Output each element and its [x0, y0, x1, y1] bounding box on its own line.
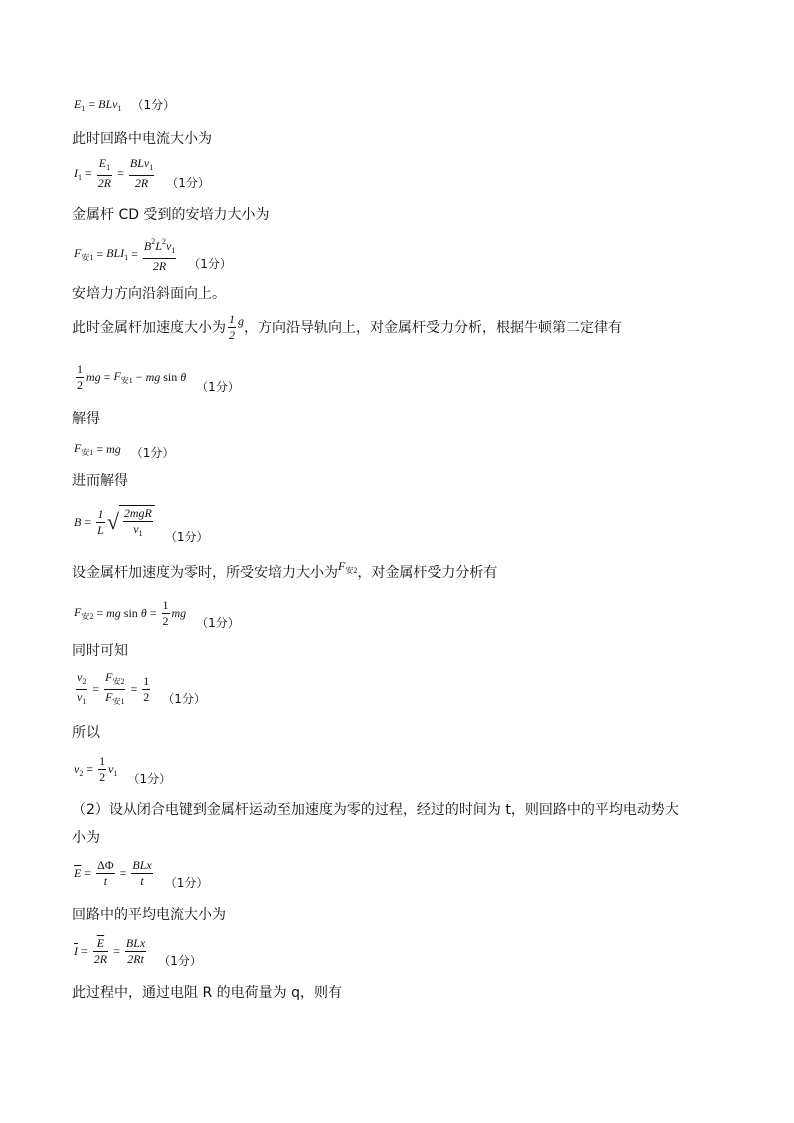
points-label: （1分）: [196, 380, 240, 394]
equation-force-balance: $F_{安2}$ = mg sin θ = $\frac{1}{2}$ mg （1分）: [74, 598, 240, 630]
text-segment: ，对金属杆受力分析有: [357, 565, 498, 581]
equation-ampere-force: $F_{安1}$ = $BLI_1$ = $\frac{B^2L^2v_1}{2R}$ （1分）: [74, 234, 232, 274]
equation-average-emf: $\overline{E}$ = $\frac{\Delta\Phi}{t}$ = BLx t （1分）: [74, 858, 209, 890]
text-line-zero-acceleration: 设金属杆加速度为零时，所受安培力大小为 $F_{安2}$ ，对金属杆受力分析有: [72, 558, 498, 581]
points-label: （1分）: [166, 176, 210, 190]
points-label: （1分）: [131, 98, 176, 112]
text-line: （2）设从闭合电键到金属杆运动至加速度为零的过程，经过的时间为 t，则回路中的平均电动势大: [72, 802, 679, 818]
text-segment: 此时金属杆加速度大小为: [72, 319, 226, 336]
points-label: （1分）: [188, 256, 232, 271]
text-line: 回路中的平均电流大小为: [72, 907, 226, 923]
text-line: 解得: [72, 411, 100, 427]
text-line: 小为: [72, 830, 100, 846]
text-segment: ，方向沿导轨向上，对金属杆受力分析，根据牛顿第二定律有: [244, 319, 622, 336]
text-line: 同时可知: [72, 643, 128, 659]
points-label: （1分）: [196, 616, 240, 630]
equation-result-force: $F_{安1}$ = mg （1分）: [74, 441, 175, 460]
points-label: （1分）: [164, 530, 209, 544]
equation-current: $I_1$ = $\frac{E_1}{2R}$ = BLv$_1$ 2R （1分）: [74, 156, 210, 190]
points-label: （1分）: [158, 954, 202, 968]
text-line: 此时回路中电流大小为: [72, 131, 212, 147]
points-label: （1分）: [164, 876, 209, 890]
text-line: 金属杆 CD 受到的安培力大小为: [72, 207, 270, 223]
inline-fraction: 1 2: [229, 312, 235, 342]
equation-velocity-ratio: $\frac{v_2}{v_1}$ = $F_{安2}$ $F_{安1}$ = $\frac{1}{2}$ （1分）: [77, 670, 206, 706]
text-line: 所以: [72, 725, 100, 741]
equation-average-current: $\overline{I}$ = $\frac{\overline{E}}{2R}$ = BLx 2Rt （1分）: [74, 936, 202, 968]
text-line: 进而解得: [72, 473, 128, 489]
equation-field-strength: B = $\frac{1}{L}$ √ 2mgR $v_1$ （1分）: [74, 505, 209, 544]
equation-newton: 1 2 mg = $F_{安1}$ − mg sin θ （1分）: [77, 362, 240, 394]
points-label: （1分）: [127, 772, 172, 786]
points-label: （1分）: [162, 692, 206, 706]
text-line: 此过程中，通过电阻 R 的电荷量为 q，则有: [72, 985, 342, 1001]
points-label: （1分）: [130, 446, 175, 460]
text-line-acceleration: 此时金属杆加速度大小为 1 2 g ，方向沿导轨向上，对金属杆受力分析，根据牛顿第二定律有: [72, 312, 622, 342]
text-line: 安培力方向沿斜面向上。: [72, 286, 226, 302]
equation-emf: $E_1$ = BLv$_1$ （1分）: [74, 96, 176, 113]
equation-final-velocity: $v_2$ = $\frac{1}{2}$ $v_1$ （1分）: [74, 754, 172, 786]
text-segment: 设金属杆加速度为零时，所受安培力大小为: [72, 565, 338, 581]
